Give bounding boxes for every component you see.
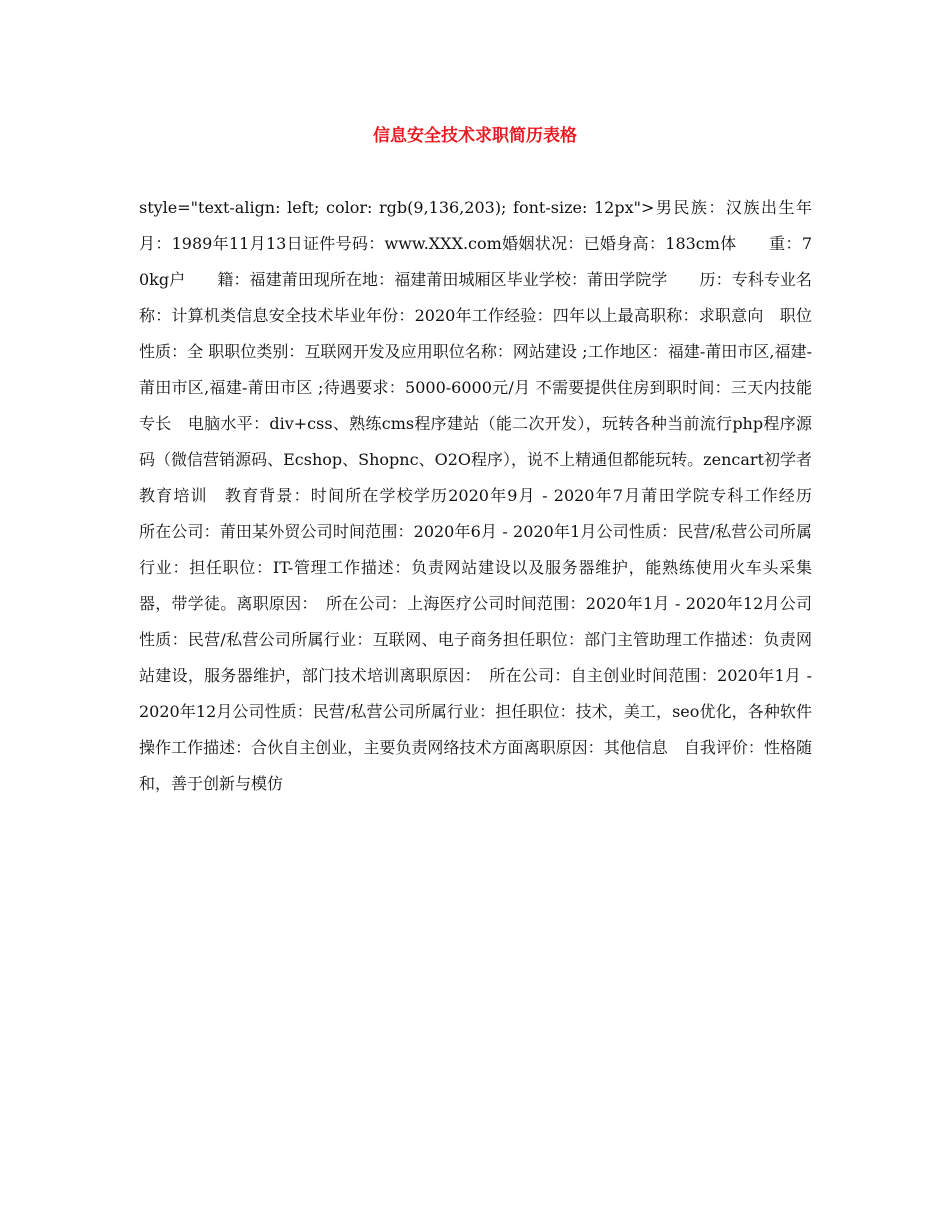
- resume-body-text: style="text-align: left; color: rgb(9,136,203); font-size: 12px">男民族：汉族出生年月：1989年11月13日证件号码：www.XXX.com婚姻状况：已婚身高：183cm体 重：70kg户 籍：福建莆田现所在地：福建莆田城厢区毕业学校：莆田学院学 历：专科专业名称：计算机类信息安全技术毕业年份：2020年工作经验：四年以上最高职称：求职意向 职位性质：全 职职位类别：互联网开发及应用职位名称：网站建设 ;工作地区：福建-莆田市区,福建-莆田市区,福建-莆田市区 ;待遇要求：5000-6000元/月 不需要提供住房到职时间：三天内技能专长 电脑水平：div+css、熟练cms程序建站（能二次开发），玩转各种当前流行php程序源码（微信营销源码、Ecshop、Shopnc、O2O程序），说不上精通但都能玩转。zencart初学者教育培训 教育背景：时间所在学校学历2020年9月 - 2020年7月莆田学院专科工作经历 所在公司：莆田某外贸公司时间范围：2020年6月 - 2020年1月公司性质：民营/私营公司所属行业：担任职位：IT-管理工作描述：负责网站建设以及服务器维护，能熟练使用火车头采集器，带学徒。离职原因： 所在公司：上海医疗公司时间范围：2020年1月 - 2020年12月公司性质：民营/私营公司所属行业：互联网、电子商务担任职位：部门主管助理工作描述：负责网站建设，服务器维护，部门技术培训离职原因： 所在公司：自主创业时间范围：2020年1月 - 2020年12月公司性质：民营/私营公司所属行业：担任职位：技术，美工，seo优化，各种软件操作工作描述：合伙自主创业，主要负责网络技术方面离职原因：其他信息 自我评价：性格随和，善于创新与模仿: [139, 198, 845, 793]
- page-title: 信息安全技术求职简历表格: [373, 126, 577, 146]
